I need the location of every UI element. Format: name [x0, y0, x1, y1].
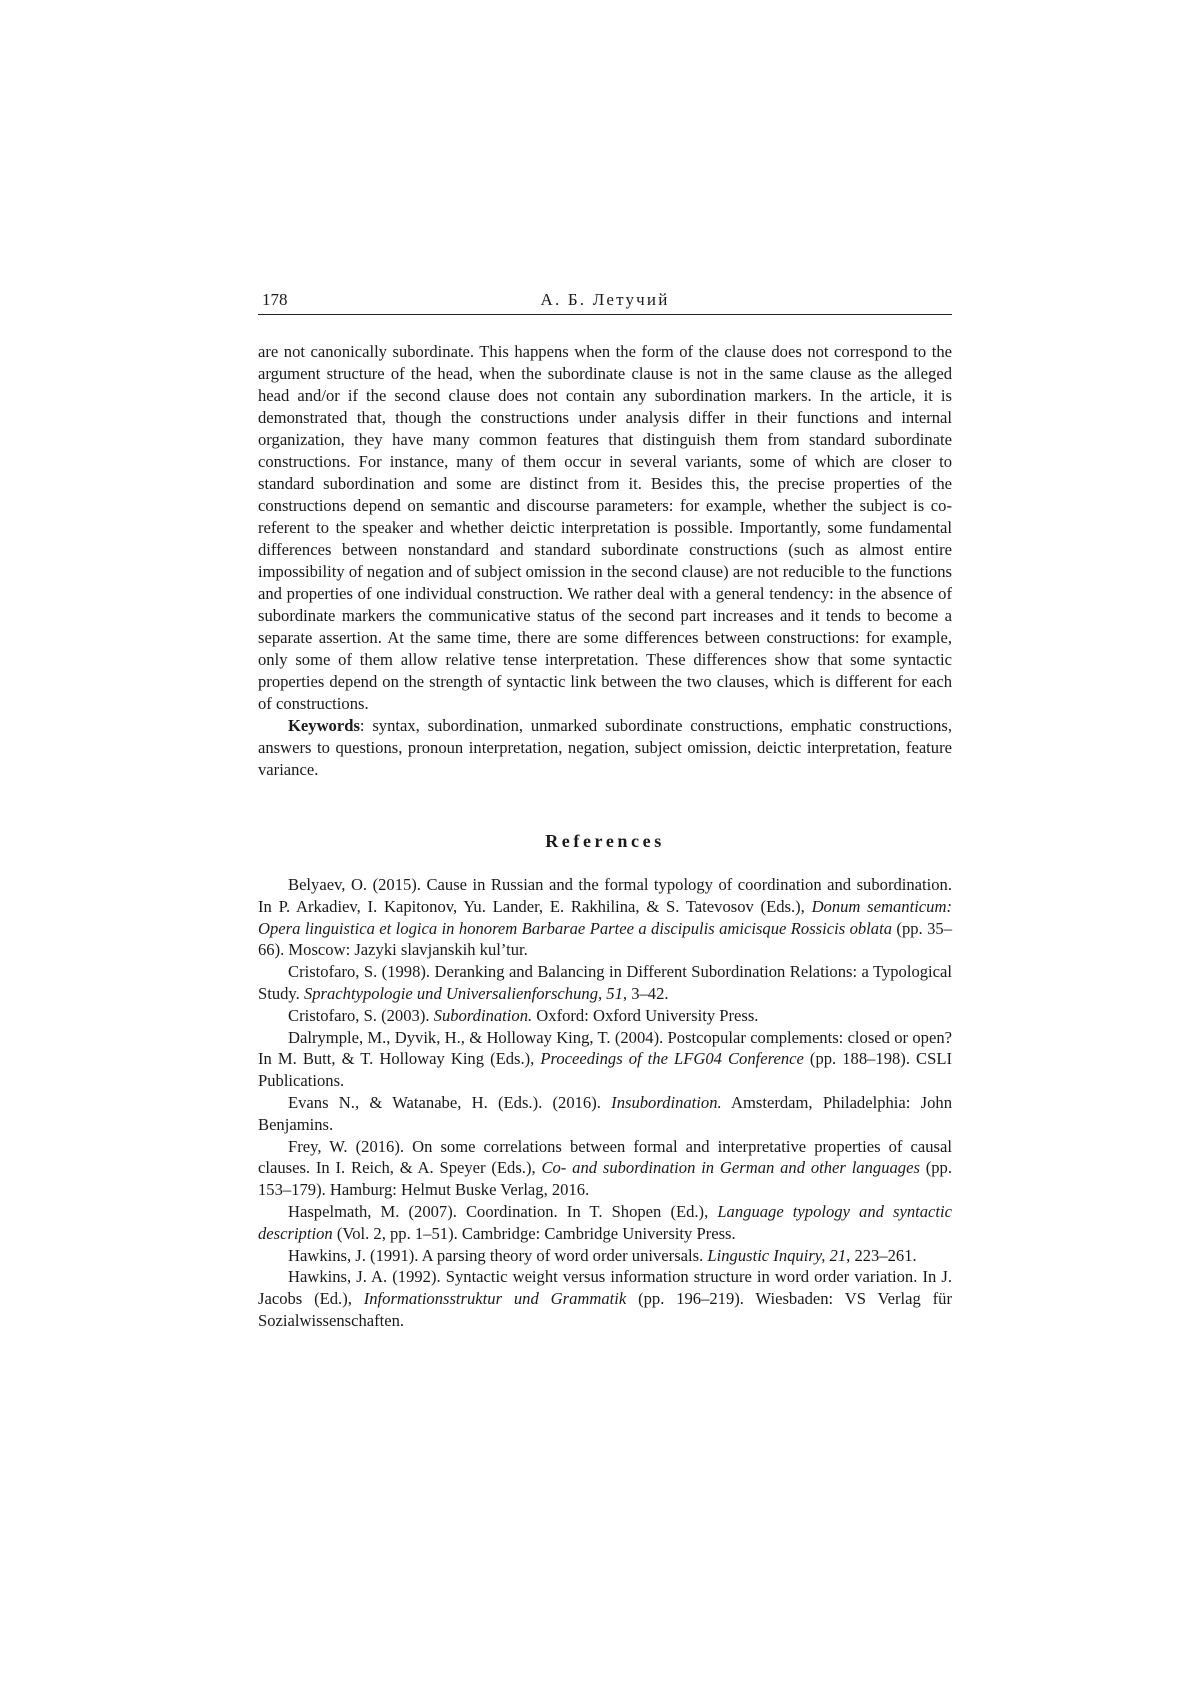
running-title: А. Б. Летучий	[540, 290, 670, 309]
reference-text: (Vol. 2, pp. 1–51). Cambridge: Cambridge University Press.	[332, 1223, 736, 1243]
reference-text: Haspelmath, M. (2007). Coordination. In T. Shopen (Ed.),	[288, 1201, 718, 1221]
reference-item	[258, 1092, 952, 1136]
reference-text: Evans N., & Watanabe, H. (Eds.). (2016).	[288, 1092, 612, 1112]
reference-item	[258, 874, 952, 961]
keywords	[258, 715, 952, 781]
reference-item	[258, 1245, 952, 1267]
reference-text: Dalrymple, M., Dyvik, H., & Holloway King, T. (2004). Postcopular complements: closed or open? In M. Butt, & T. Holloway King (Eds.),	[258, 1027, 952, 1069]
reference-text: Amsterdam, Philadelphia: John Benjamins.	[258, 1092, 952, 1134]
reference-title: Insubordination.	[611, 1092, 722, 1112]
reference-title: Co- and subordination in German and other languages	[541, 1158, 920, 1178]
references-list	[258, 874, 952, 1332]
abstract	[258, 341, 952, 781]
reference-title: Sprachtypologie und Universalienforschung, 51	[303, 983, 623, 1003]
reference-text: , 223–261.	[846, 1245, 917, 1265]
reference-text: Frey, W. (2016). On some correlations between formal and interpretative properties of causal clauses. In I. Reich, & A. Speyer (Eds.),	[258, 1136, 952, 1178]
reference-item	[258, 1201, 952, 1245]
reference-title: Informationsstruktur und Grammatik	[363, 1289, 627, 1309]
reference-item	[258, 1027, 952, 1092]
reference-item	[258, 1266, 952, 1331]
reference-text: Hawkins, J. (1991). A parsing theory of word order universals.	[288, 1245, 708, 1265]
reference-text: Cristofaro, S. (2003).	[288, 1005, 434, 1025]
page	[258, 286, 952, 1332]
references-title: References	[545, 831, 665, 851]
reference-title: Lingustic Inquiry, 21	[707, 1245, 847, 1265]
running-head	[258, 286, 952, 315]
reference-title: Language typology and syntactic description	[258, 1201, 952, 1243]
reference-text: (pp. 153–179). Hamburg: Helmut Buske Verlag, 2016.	[258, 1158, 952, 1200]
reference-title: Subordination.	[433, 1005, 533, 1025]
reference-text: (pp. 196–219). Wiesbaden: VS Verlag für Sozialwissenschaften.	[258, 1289, 952, 1330]
reference-text: Oxford: Oxford University Press.	[532, 1005, 759, 1025]
reference-item	[258, 961, 952, 1005]
reference-text: (pp. 188–198). CSLI Publications.	[258, 1049, 952, 1091]
keywords-label: Keywords	[288, 716, 360, 735]
reference-item	[258, 1136, 952, 1201]
keywords-text: : syntax, subordination, unmarked subordinate constructions, emphatic constructions, answers to questions, pronoun interpretation, negation, subject omission, deictic interpretation, feature variance.	[258, 716, 952, 779]
reference-title: Proceedings of the LFG04 Conference	[540, 1049, 804, 1069]
page-number: 178	[262, 290, 288, 309]
reference-text: Cristofaro, S. (1998). Deranking and Balancing in Different Subordination Relations: a Typological Study.	[258, 962, 952, 1003]
reference-item	[258, 1005, 952, 1027]
reference-text: Hawkins, J. A. (1992). Syntactic weight versus information structure in word order variation. In J. Jacobs (Ed.),	[258, 1267, 952, 1309]
reference-text: Belyaev, O. (2015). Cause in Russian and the formal typology of coordination and subordination. In P. Arkadiev, I. Kapitonov, Yu. Lander, E. Rakhilina, & S. Tatevosov (Eds.),	[258, 875, 952, 916]
reference-text: (pp. 35–66). Moscow: Jazyki slavjanskih kul’tur.	[258, 918, 952, 960]
abstract-text: are not canonically subordinate. This happens when the form of the clause does not correspond to the argument structure of the head, when the subordinate clause is not in the same clause as the alleged head and/or if the second clause does not contain any subordination markers. In the article, it is demonstrated that, though the constructions under analysis differ in their functions and internal organization, they have many common features that distinguish them from standard subordinate constructions. For instance, many of them occur in several variants, some of which are closer to standard subordination and some are distinct from it. Besides this, the precise properties of the constructions depend on semantic and discourse parameters: for example, whether the subject is co-referent to the speaker and whether deictic interpretation is possible. Importantly, some fundamental differences between nonstandard and standard subordinate constructions (such as almost entire impossibility of negation and of subject omission in the second clause) are not reducible to the functions and properties of one individual construction. We rather deal with a general tendency: in the absence of subordinate markers the communicative status of the second part increases and it tends to become a separate assertion. At the same time, there are some differences between constructions: for example, only some of them allow relative tense interpretation. These differences show that some syntactic properties depend on the strength of syntactic link between the two clauses, which is different for each of constructions.	[258, 342, 952, 713]
reference-title: Donum semanticum: Opera linguistica et logica in honorem Barbarae Partee a discipulis amicisque Rossicis oblata	[258, 896, 952, 938]
reference-text: , 3–42.	[622, 983, 669, 1003]
